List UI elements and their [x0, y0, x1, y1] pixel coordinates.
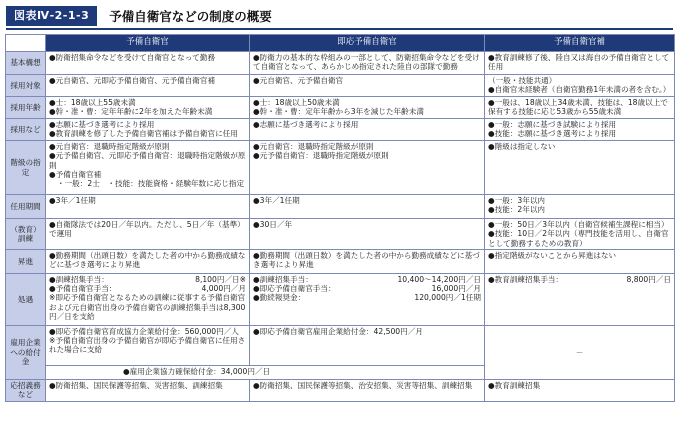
cell-text: ●幹・准・曹：定年年齢から3年を減じた年齢未満 [253, 107, 424, 117]
allowance-line [253, 275, 481, 284]
row-label: 応招義務など [6, 379, 46, 401]
figure-title-bar [6, 6, 272, 26]
allowance-name: ●予備自衛官手当： [49, 284, 117, 294]
table-cell [46, 249, 250, 273]
row-label: 採用など [6, 119, 46, 141]
allowance-name: ●教育訓練招集手当： [488, 274, 563, 284]
table-cell [46, 75, 250, 97]
allowance-name: ●即応予備自衛官手当： [253, 284, 336, 294]
table-cell [485, 119, 675, 141]
table-row [6, 75, 675, 97]
table-cell [46, 195, 250, 219]
column-header: 即応予備自衛官 [250, 35, 485, 52]
allowance-name: ●訓練招集手当： [253, 274, 313, 284]
cell-text: ●一般：3年以内 [488, 196, 546, 205]
cell-text: ●志願に基づき選考により採用 [49, 120, 155, 129]
system-overview-table [5, 34, 675, 402]
cell-text: ●教育訓練招集 [488, 380, 541, 390]
table-row [6, 249, 675, 273]
cell-text: ●教育訓練修了後、陸自又は海自の予備自衛官として任用 [488, 53, 670, 72]
table-cell [250, 273, 485, 325]
table-cell [250, 379, 485, 401]
cell-text: ●3年／1任期 [49, 196, 96, 205]
allowance-amount: 4,000円／月 [201, 284, 246, 294]
table-cell [250, 52, 485, 75]
table-cell [250, 141, 485, 195]
table-row [6, 52, 675, 75]
table-cell [485, 219, 675, 250]
cell-text: ●元自衛官、元予備自衛官 [253, 76, 344, 85]
shared-cell [46, 365, 485, 379]
cell-text: ●予備自衛官補 [49, 169, 102, 179]
cell-text: ※予備自衛官出身の予備自衛官が即応予備自衛官に任用された場合に支給 [49, 336, 246, 355]
table-cell [485, 97, 675, 119]
table-cell [250, 325, 485, 365]
header-row [6, 35, 675, 52]
table-cell [250, 119, 485, 141]
cell-text: ●教育訓練を修了した予備自衛官補は予備自衛官に任用 [49, 129, 238, 139]
table-row [6, 379, 675, 401]
table-row [6, 219, 675, 250]
cell-text: ●勤務期間（出頭日数）を満たした者の中から勤務成績などに基づき選考により昇進 [49, 250, 246, 270]
allowance-line [488, 275, 671, 284]
cell-text: ●雇用企業協力確保給付金：34,000円／日 [123, 366, 271, 376]
row-label: （教育）訓練 [6, 219, 46, 250]
allowance-amount: 10,400～14,200円／日 [397, 274, 481, 284]
cell-text: ・一般：2士 ・技能：技能資格・経験年数に応じ指定 [57, 179, 245, 189]
cell-text: ●元予備自衛官、元即応予備自衛官：退職時指定階級が原則 [49, 151, 246, 170]
table-cell [485, 249, 675, 273]
allowance-line [49, 275, 246, 284]
cell-text: ●一般は、18歳以上34歳未満、技能は、18歳以上で保有する技能に応じ53歳から55歳未満 [488, 98, 668, 117]
cell-text: ●技能：10日／2年以内（専門技能を活用し、自衛官として勤務するための教育） [488, 229, 669, 248]
table-cell [485, 75, 675, 97]
row-label: 昇進 [6, 249, 46, 273]
cell-text: ●技能：2年以内 [488, 205, 546, 215]
table-cell [46, 379, 250, 401]
column-header: 予備自衛官補 [485, 35, 675, 52]
cell-text: ●幹・准・曹：定年年齢に2年を加えた年齢未満 [49, 107, 213, 117]
cell-text: ●元自衛官：退職時指定階級が原則 [253, 142, 374, 151]
allowance-line [253, 293, 481, 302]
cell-text: ●指定階級がないことから昇進はない [488, 250, 617, 260]
footnote-text: ※即応予備自衛官となるための訓練に従事する予備自衛官および元自衛官出身の予備自衛官の訓練招集手当は8,300円／日を支給 [49, 293, 246, 322]
cell-text: ●士：18歳以上50歳未満 [253, 98, 340, 107]
cell-text: ●防衛招集、国民保護等招集、災害招集、訓練招集 [49, 380, 223, 390]
cell-text: ●勤務期間（出頭日数）を満たした者の中から勤務成績などに基づき選考により昇進 [253, 250, 480, 270]
cell-text: ●一般：50日／3年以内（自衛官候補生課程に相当） [488, 220, 669, 229]
cell-text: ●元自衛官：退職時指定階級が原則 [49, 142, 170, 151]
table-cell [46, 273, 250, 325]
table-cell [46, 325, 250, 365]
table-row [6, 273, 675, 325]
cell-text: ●防衛招集、国民保護等招集、治安招集、災害等招集、訓練招集 [253, 380, 473, 390]
cell-text: ●即応予備自衛官育成協力企業給付金：560,000円／人 [49, 326, 239, 336]
cell-text: ●30日／年 [253, 220, 293, 229]
row-label: 基本構想 [6, 52, 46, 75]
table-row [6, 141, 675, 195]
table-cell [485, 273, 675, 325]
cell-text: （一般・技能共通） [488, 76, 557, 85]
table-cell [250, 249, 485, 273]
figure-number-badge: 図表Ⅳ-2-1-3 [6, 6, 97, 26]
cell-text: ●一般：志願に基づき試験により採用 [488, 120, 617, 129]
table-cell [46, 52, 250, 75]
table-cell [46, 219, 250, 250]
figure-title: 予備自衛官などの制度の概要 [109, 9, 272, 24]
table-cell [46, 119, 250, 141]
column-header: 予備自衛官 [46, 35, 250, 52]
title-underline [6, 28, 673, 30]
allowance-amount: 16,000円／月 [431, 284, 481, 294]
allowance-name: ●勤続報奨金： [253, 293, 306, 303]
cell-text: ●自衛隊法では20日／年以内。ただし、5日／年（基準）で運用 [49, 220, 245, 239]
table-cell [485, 379, 675, 401]
header-corner [6, 35, 46, 52]
cell-text: ●技能：志願に基づき選考により採用 [488, 129, 617, 139]
allowance-amount: 8,800円／日 [626, 274, 671, 284]
cell-text: ●階級は指定しない [488, 142, 556, 151]
table-cell [485, 141, 675, 195]
row-label: 任用期間 [6, 195, 46, 219]
allowance-amount: 120,000円／1任期 [414, 293, 481, 303]
table-cell [46, 97, 250, 119]
cell-text: ●3年／1任期 [253, 196, 300, 205]
table-row [6, 195, 675, 219]
row-label: 階級の指定 [6, 141, 46, 195]
table-cell [250, 195, 485, 219]
table-cell [46, 141, 250, 195]
allowance-amount: 8,100円／日※ [195, 274, 246, 284]
row-label: 採用対象 [6, 75, 46, 97]
table-cell [250, 97, 485, 119]
table-row [6, 97, 675, 119]
row-label: 採用年齢 [6, 97, 46, 119]
allowance-name: ●訓練招集手当： [49, 274, 109, 284]
cell-text: ●士：18歳以上55歳未満 [49, 98, 136, 107]
cell-text: ●元予備自衛官：退職時指定階級が原則 [253, 151, 389, 161]
table-cell-dash: － [485, 325, 675, 379]
cell-text: ●自衛官未経験者（自衛官勤務1年未満の者を含む。） [488, 85, 671, 95]
cell-text: ●志願に基づき選考により採用 [253, 120, 359, 129]
table-row [6, 325, 675, 365]
table-cell [250, 219, 485, 250]
row-label: 雇用企業への給付金 [6, 325, 46, 379]
cell-text: ●防衛招集命令などを受けて自衛官となって勤務 [49, 53, 216, 62]
cell-text: ●元自衛官、元即応予備自衛官、元予備自衛官補 [49, 76, 216, 85]
cell-text: ●即応予備自衛官雇用企業給付金：42,500円／月 [253, 326, 423, 336]
table-cell [250, 75, 485, 97]
cell-text: ●防衛力の基本的な枠組みの一部として、防衛招集命令などを受けて自衛官となって、あらかじめ指定された陸自の部隊で勤務 [253, 53, 480, 72]
table-row [6, 119, 675, 141]
row-label: 処遇 [6, 273, 46, 325]
table-cell [485, 52, 675, 75]
table-cell [485, 195, 675, 219]
